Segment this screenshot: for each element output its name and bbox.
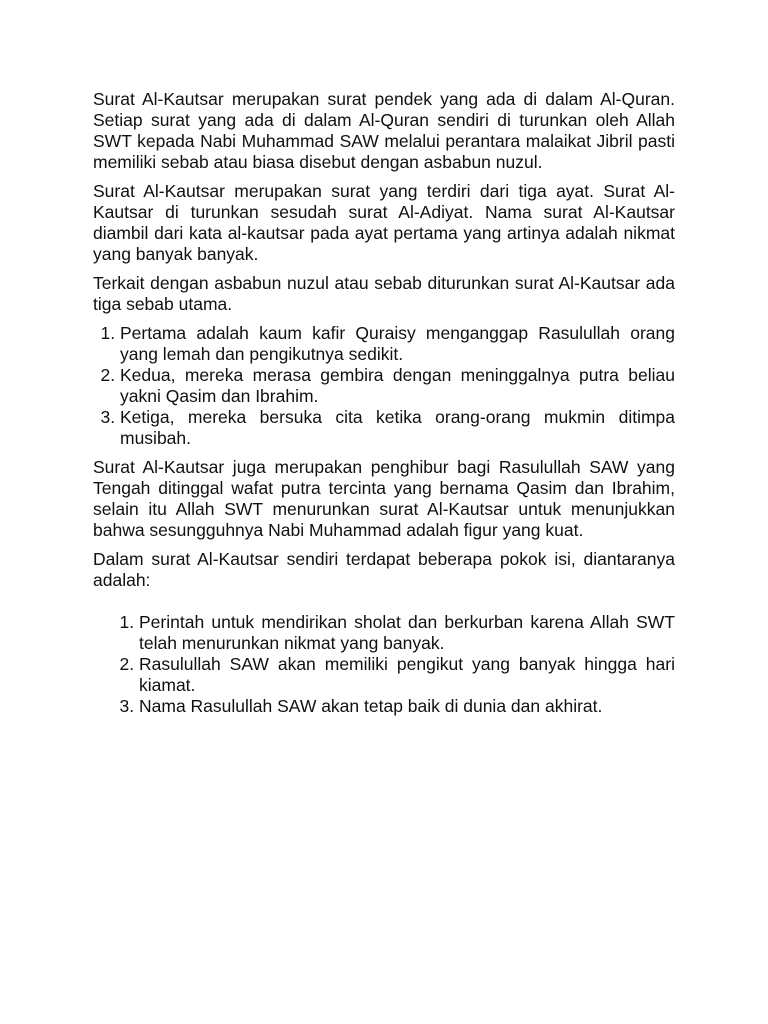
- paragraph-pokok-isi: Dalam surat Al-Kautsar sendiri terdapat beberapa pokok isi, diantaranya adalah:: [93, 549, 675, 590]
- paragraph-ayat: Surat Al-Kautsar merupakan surat yang terdiri dari tiga ayat. Surat Al-Kautsar di turunkan sesudah surat Al-Adiyat. Nama surat Al-Kautsar diambil dari kata al-kautsar pada ayat pertama yang artinya adalah nikmat yang banyak banyak.: [93, 181, 675, 264]
- document-page: [93, 89, 675, 725]
- list-item: 2. Kedua, mereka merasa gembira dengan meninggalnya putra beliau yakni Qasim dan Ibrahim.: [120, 365, 675, 407]
- paragraph-penghibur: Surat Al-Kautsar juga merupakan penghibur bagi Rasulullah SAW yang Tengah ditinggal wafat putra tercinta yang bernama Qasim dan Ibrahim, selain itu Allah SWT menurunkan surat Al-Kautsar untuk menunjukkan bahwa sesungguhnya Nabi Muhammad adalah figur yang kuat.: [93, 457, 675, 540]
- paragraph-asbabun-nuzul: Terkait dengan asbabun nuzul atau sebab diturunkan surat Al-Kautsar ada tiga sebab utama.: [93, 273, 675, 314]
- list-item: 3. Nama Rasulullah SAW akan tetap baik di dunia dan akhirat.: [139, 696, 675, 717]
- paragraph-intro: Surat Al-Kautsar merupakan surat pendek yang ada di dalam Al-Quran. Setiap surat yang ada di dalam Al-Quran sendiri di turunkan oleh Allah SWT kepada Nabi Muhammad SAW melalui perantara malaikat Jibril pasti memiliki sebab atau biasa disebut dengan asbabun nuzul.: [93, 89, 675, 172]
- list-item: 3. Ketiga, mereka bersuka cita ketika orang-orang mukmin ditimpa musibah.: [120, 407, 675, 449]
- list-pokok-isi: [93, 612, 675, 717]
- list-item: 1. Perintah untuk mendirikan sholat dan berkurban karena Allah SWT telah menurunkan nikmat yang banyak.: [139, 612, 675, 654]
- list-sebab: [93, 323, 675, 449]
- list-item: 1. Pertama adalah kaum kafir Quraisy menganggap Rasulullah orang yang lemah dan pengikutnya sedikit.: [120, 323, 675, 365]
- list-item: 2. Rasulullah SAW akan memiliki pengikut yang banyak hingga hari kiamat.: [139, 654, 675, 696]
